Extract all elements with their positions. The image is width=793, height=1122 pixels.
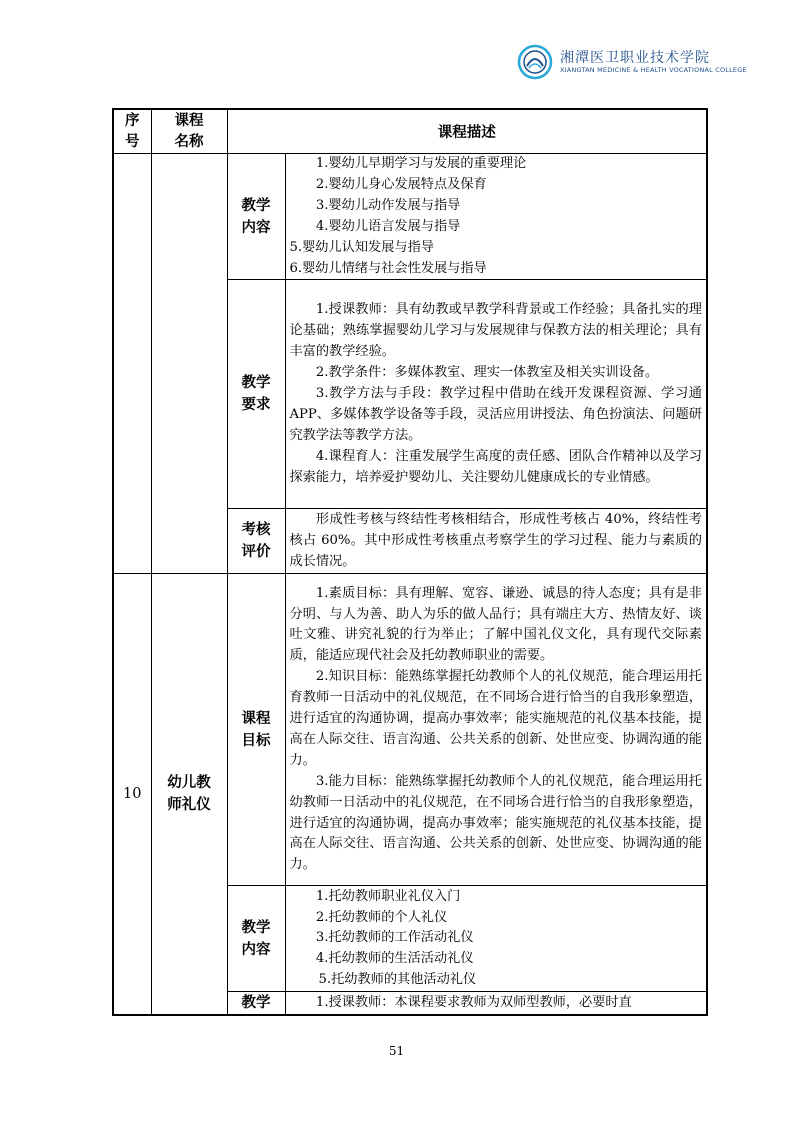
course9-req-text: 1.授课教师：具有幼教或早教学科背景或工作经验；具备扎实的理论基础；熟练掌握婴幼儿学习与发展规律与保教方法的相关理论；具有丰富的教学经验。 2.教学条件：多媒体教室、理实一体教室及相关实训设备。 3.教学方法与手段：教学过程中借助在线开发课程资源、学习通 APP、多媒体教学设备等手段，灵活应用讲授法、角色扮演法、问题研究教学法等教学方法。 4.课程育人：注重发展学生高度的责任感、团队合作精神以及学习探索能力，培养爱护婴幼儿、关注婴幼儿健康成长的专业情感。 — [285, 280, 707, 509]
school-name-cn: 湘潭医卫职业技术学院 — [560, 50, 710, 66]
course9-req-label: 教学 要求 — [227, 280, 285, 509]
course10-goal-label: 课程 目标 — [227, 574, 285, 886]
course9-content-label: 教学 内容 — [227, 154, 285, 280]
course9-eval-text: 形成性考核与终结性考核相结合，形成性考核占 40%，终结性考核占 60%。其中形成性考核重点考察学生的学习过程、能力与素质的成长情况。 — [285, 509, 707, 574]
course10-goal-row — [113, 574, 707, 886]
course9-name-cell — [151, 154, 227, 574]
college-emblem-icon — [515, 44, 555, 80]
course10-goal-text: 1.素质目标：具有理解、宽容、谦逊、诚恳的待人态度；具有是非分明、与人为善、助人为乐的做人品行；具有端庄大方、热情友好、谈吐文雅、讲究礼貌的行为举止；了解中国礼仪文化，具有现代交际素质，能适应现代社会及托幼教师职业的需要。 2.知识目标：能熟练掌握托幼教师个人的礼仪规范，能合理运用托育教师一日活动中的礼仪规范，在不同场合进行恰当的自我形象塑造，进行适宜的沟通协调，提高办事效率；能实施规范的礼仪基本技能，提高在人际交往、语言沟通、公共关系的创新、处世应变、协调沟通的能力。 3.能力目标：能熟练掌握托幼教师个人的礼仪规范，能合理运用托幼教师一日活动中的礼仪规范，在不同场合进行恰当的自我形象塑造，进行适宜的沟通协调，提高办事效率；能实施规范的礼仪基本技能，提高在人际交往、语言沟通、公共关系的创新、处世应变、协调沟通的能力。 — [285, 574, 707, 886]
course9-no-cell — [113, 154, 151, 574]
header-row — [113, 109, 707, 154]
school-name-en: XIANGTAN MEDICINE & HEALTH VOCATIONAL COLLEGE — [560, 66, 747, 74]
course9-eval-label: 考核 评价 — [227, 509, 285, 574]
col-header-desc: 课程描述 — [227, 109, 707, 154]
course9-content-list: 1.婴幼儿早期学习与发展的重要理论 2.婴幼儿身心发展特点及保育 3.婴幼儿动作发展与指导 4.婴幼儿语言发展与指导 5.婴幼儿认知发展与指导 6.婴幼儿情绪与社会性发展与指导 — [285, 154, 707, 280]
course9-content-row — [113, 154, 707, 280]
course10-name: 幼儿教 师礼仪 — [151, 574, 227, 1016]
course-table — [112, 108, 708, 1016]
course10-req-text: 1.授课教师：本课程要求教师为双师型教师，必要时直 — [285, 992, 707, 1016]
col-header-no: 序 号 — [113, 109, 151, 154]
course10-req-label: 教学 — [227, 992, 285, 1016]
course10-no: 10 — [113, 574, 151, 1016]
page-number: 51 — [388, 1044, 405, 1058]
course10-content-label: 教学 内容 — [227, 886, 285, 992]
course10-content-list: 1.托幼教师职业礼仪入门 2.托幼教师的个人礼仪 3.托幼教师的工作活动礼仪 4.托幼教师的生活活动礼仪 5.托幼教师的其他活动礼仪 — [285, 886, 707, 992]
col-header-name: 课程 名称 — [151, 109, 227, 154]
